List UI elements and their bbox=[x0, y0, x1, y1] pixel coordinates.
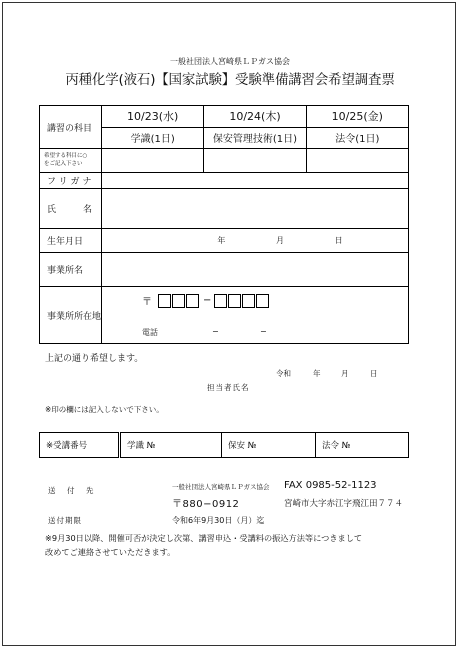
request-year: 年 bbox=[313, 369, 321, 378]
postal-box[interactable] bbox=[214, 294, 227, 308]
gakushiki-number: 学識 № bbox=[120, 433, 222, 458]
course-row bbox=[40, 106, 409, 149]
organizer-name: 一般社団法人宮崎県ＬＰガス協会 bbox=[170, 57, 290, 66]
office-name-label: 事業所名 bbox=[40, 253, 102, 287]
postal-box[interactable] bbox=[158, 294, 171, 308]
telephone-label: 電話 bbox=[142, 328, 158, 337]
postal-box[interactable] bbox=[242, 294, 255, 308]
postal-box[interactable] bbox=[228, 294, 241, 308]
furigana-field[interactable] bbox=[102, 173, 409, 189]
request-era: 令和 bbox=[276, 369, 291, 378]
exam-number-table bbox=[39, 432, 409, 458]
dob-label: 生年月日 bbox=[40, 229, 102, 253]
name-label: 氏 名 bbox=[40, 189, 102, 229]
postal-box[interactable] bbox=[186, 294, 199, 308]
request-month: 月 bbox=[341, 369, 349, 378]
fax-number: FAX 0985-52-1123 bbox=[284, 480, 377, 491]
furigana-label: フリガナ bbox=[40, 173, 102, 189]
dob-field[interactable] bbox=[102, 229, 409, 253]
course-subject-2: 保安管理技術(1日) bbox=[212, 134, 298, 146]
course-date-2: 10/24(木) bbox=[204, 106, 305, 128]
person-in-charge-label: 担当者氏名 bbox=[207, 383, 250, 392]
course-date-1: 10/23(水) bbox=[102, 106, 203, 128]
course-date-3: 10/25(金) bbox=[307, 106, 408, 128]
telephone-field[interactable] bbox=[142, 327, 267, 338]
office-address-row bbox=[40, 287, 409, 344]
notice-line-1: ※9月30日以降、開催可否が決定し次第、講習申込・受講料の振込方法等につきまして bbox=[45, 533, 363, 543]
postal-box[interactable] bbox=[172, 294, 185, 308]
name-field[interactable] bbox=[102, 189, 409, 229]
office-name-field[interactable] bbox=[102, 253, 409, 287]
telephone-dash-2: − bbox=[260, 327, 267, 336]
postal-box[interactable] bbox=[256, 294, 269, 308]
request-day: 日 bbox=[370, 369, 378, 378]
course-label: 講習の科目 bbox=[40, 106, 102, 149]
exam-number-label: ※受講番号 bbox=[40, 433, 120, 458]
dob-day-label: 日 bbox=[334, 236, 343, 245]
postal-dash: − bbox=[203, 295, 212, 306]
mark-label-line-2: をご記入下さい bbox=[44, 160, 83, 167]
dob-month-label: 月 bbox=[275, 236, 284, 245]
send-to-postal: 〒880−0912 bbox=[172, 499, 240, 510]
send-to-address: 宮崎市大字赤江字飛江田７７４ bbox=[284, 499, 404, 509]
mark-field-2[interactable] bbox=[204, 149, 306, 173]
send-to-org: 一般社団法人宮崎県ＬＰガス協会 bbox=[172, 483, 270, 491]
form-title: 丙種化学(液石)【国家試験】受験準備講習会希望調査票 bbox=[65, 72, 395, 88]
mark-row bbox=[40, 149, 409, 173]
telephone-dash-1: − bbox=[212, 327, 219, 336]
mark-field-3[interactable] bbox=[306, 149, 408, 173]
dob-row bbox=[40, 229, 409, 253]
mark-label-line-1: 希望する科目に○ bbox=[44, 153, 88, 160]
postal-code-boxes[interactable] bbox=[142, 293, 270, 308]
application-form bbox=[39, 105, 409, 344]
name-row bbox=[40, 189, 409, 229]
course-cell-3 bbox=[306, 106, 408, 149]
no-entry-note: ※印の欄には記入しないで下さい。 bbox=[45, 405, 164, 414]
office-address-field[interactable] bbox=[102, 287, 409, 344]
hoan-number: 保安 № bbox=[222, 433, 316, 458]
office-name-row bbox=[40, 253, 409, 287]
mark-label bbox=[40, 149, 102, 173]
hourei-number: 法令 № bbox=[316, 433, 409, 458]
course-subject-3: 法令(1日) bbox=[335, 134, 380, 146]
course-cell-2 bbox=[204, 106, 306, 149]
furigana-row bbox=[40, 173, 409, 189]
dob-year-label: 年 bbox=[217, 236, 226, 245]
mark-field-1[interactable] bbox=[102, 149, 204, 173]
deadline-label: 送付期限 bbox=[48, 516, 82, 525]
notice-line-2: 改めてご連絡させていただきます。 bbox=[45, 547, 176, 557]
deadline-date: 令和6年9月30日（月）迄 bbox=[172, 516, 265, 525]
course-subject-1: 学識(1日) bbox=[130, 134, 175, 146]
request-statement: 上記の通り希望します。 bbox=[45, 354, 144, 364]
course-cell-1 bbox=[102, 106, 204, 149]
office-address-label: 事業所所在地 bbox=[40, 287, 102, 344]
postal-mark: 〒 bbox=[142, 297, 152, 308]
send-to-label: 送 付 先 bbox=[48, 486, 96, 495]
